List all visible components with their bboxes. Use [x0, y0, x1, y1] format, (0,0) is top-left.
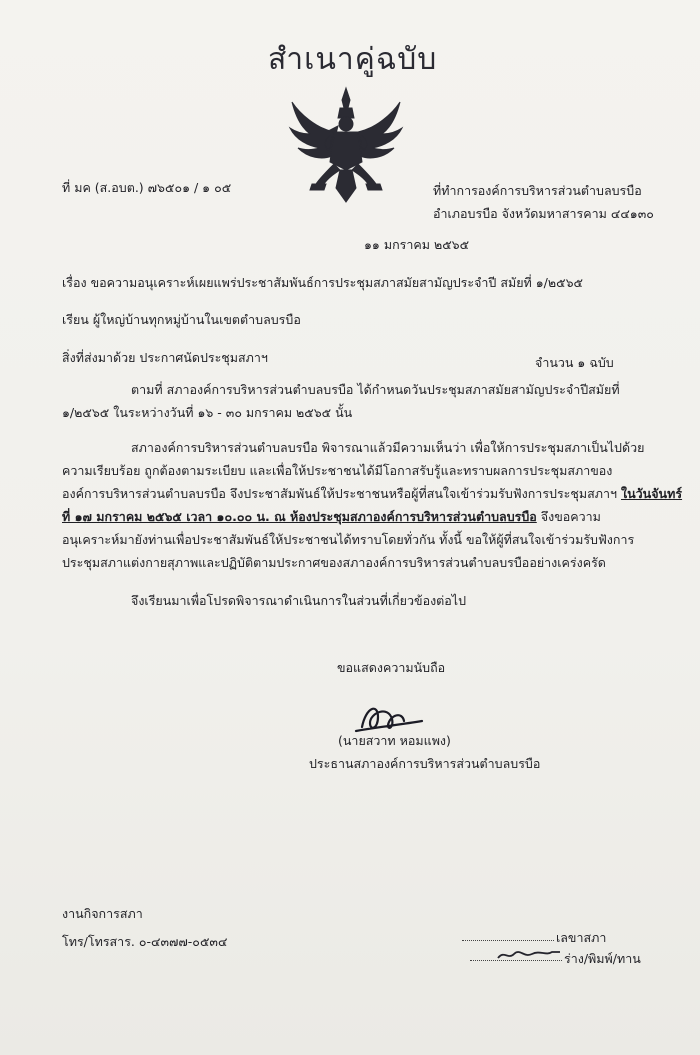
body-paragraph2-line6: ประชุมสภาแต่งกายสุภาพและปฏิบัติตามประกาศของสภาองค์การบริหารส่วนตำบลบรบืออย่างเคร่งครัด [62, 555, 606, 570]
enclosure-label: สิ่งที่ส่งมาด้วย ประกาศนัดประชุมสภาฯ [62, 350, 268, 365]
body-paragraph2-line3-text: องค์การบริหารส่วนตำบลบรบือ จึงประชาสัมพันธ์ให้ประชาชนหรือผู้ที่สนใจเข้าร่วมรับฟังการประชุมสภาฯ [62, 486, 618, 501]
clerk-label: เลขาสภา [556, 930, 607, 945]
signer-name: (นายสวาท หอมแพง) [338, 733, 451, 748]
typist-label: ร่าง/พิมพ์/ทาน [564, 951, 641, 966]
signer-title: ประธานสภาองค์การบริหารส่วนตำบลบรบือ [309, 756, 541, 771]
body-paragraph2-line3 [62, 486, 682, 502]
office-address-line1: ที่ทำการองค์การบริหารส่วนตำบลบรบือ [433, 183, 642, 198]
body-paragraph2-line2: ความเรียบร้อย ถูกต้องตามระเบียบ และเพื่อให้ประชาชนได้มีโอกาสรับรู้และทราบผลการประชุมสภาของ [62, 463, 613, 478]
copy-stamp: สำเนาคู่ฉบับ [268, 42, 438, 77]
typist-signature-line [470, 960, 562, 961]
subject-line: เรื่อง ขอความอนุเคราะห์เผยแพร่ประชาสัมพันธ์การประชุมสภาสมัยสามัญประจำปี สมัยที่ ๑/๒๕๖๕ [62, 275, 583, 290]
letter-date: ๑๑ มกราคม ๒๕๖๕ [364, 237, 470, 252]
body-paragraph2-line5: อนุเคราะห์มายังท่านเพื่อประชาสัมพันธ์ให้ประชาชนได้ทราบโดยทั่วกัน ทั้งนี้ ขอให้ผู้ที่สนใจเข้าร่วมรับฟังการ [62, 532, 635, 547]
closing-regards: ขอแสดงความนับถือ [337, 660, 446, 675]
body-paragraph2-line4 [62, 509, 601, 525]
reference-number: ที่ มค (ส.อบต.) ๗๖๕๐๑ / ๑ ๐๕ [62, 180, 232, 195]
body-paragraph1-line1: ตามที่ สภาองค์การบริหารส่วนตำบลบรบือ ได้กำหนดวันประชุมสภาสมัยสามัญประจำปีสมัยที่ [131, 382, 620, 397]
body-paragraph2-line4-text: จึงขอความ [540, 509, 601, 524]
body-paragraph3: จึงเรียนมาเพื่อโปรดพิจารณาดำเนินการในส่วนที่เกี่ยวข้องต่อไป [131, 593, 467, 608]
body-paragraph1-line2: ๑/๒๕๖๕ ในระหว่างวันที่ ๑๖ - ๓๐ มกราคม ๒๕๖๕ นั้น [62, 405, 353, 420]
office-address-line2: อำเภอบรบือ จังหวัดมหาสารคาม ๔๔๑๓๐ [433, 206, 654, 221]
meeting-date-venue-highlight: ที่ ๑๗ มกราคม ๒๕๖๕ เวลา ๑๐.๐๐ น. ณ ห้องประชุมสภาองค์การบริหารส่วนตำบลบรบือ [62, 509, 537, 524]
salutation-line: เรียน ผู้ใหญ่บ้านทุกหมู่บ้านในเขตตำบลบรบือ [62, 312, 301, 327]
enclosure-count: จำนวน ๑ ฉบับ [535, 355, 614, 370]
garuda-emblem-icon [286, 84, 406, 206]
department-name: งานกิจการสภา [62, 906, 143, 921]
phone-fax: โทร/โทรสาร. ๐-๔๓๗๗-๐๕๓๔ [62, 934, 228, 949]
body-paragraph2-line1: สภาองค์การบริหารส่วนตำบลบรบือ พิจารณาแล้วมีความเห็นว่า เพื่อให้การประชุมสภาเป็นไปด้วย [131, 440, 645, 455]
initials-scribble-icon [494, 944, 564, 964]
meeting-day-highlight: ในวันจันทร์ [621, 486, 683, 501]
clerk-signature-line [462, 940, 554, 941]
